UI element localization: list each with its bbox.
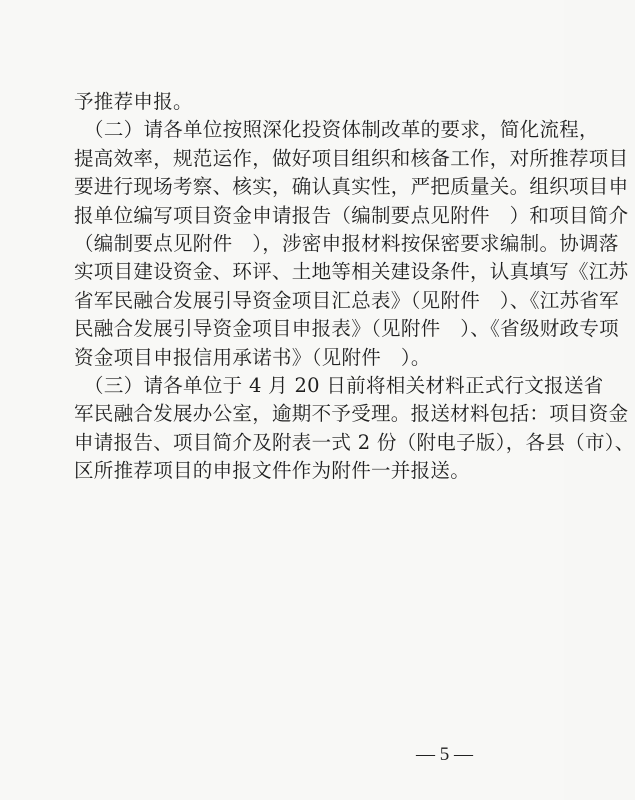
- text-line: 申请报告、项目简介及附表一式 2 份（附电子版），各县（市）、: [74, 430, 635, 454]
- text-line: （三）请各单位于 4 月 20 日前将相关材料正式行文报送省: [74, 373, 604, 397]
- text-line: 予推荐申报。: [74, 90, 193, 113]
- text-line: 报单位编写项目资金申请报告（编制要点见附件 ）和项目简介: [74, 203, 629, 227]
- text-line: 省军民融合发展引导资金项目汇总表》（见附件 ）、《江苏省军: [74, 288, 619, 312]
- document-body: [74, 88, 635, 485]
- page-number: — 5 —: [416, 744, 473, 765]
- text-line: （二）请各单位按照深化投资体制改革的要求，简化流程，: [74, 118, 599, 142]
- text-line: 区所推荐项目的申报文件作为附件一并报送。: [74, 459, 471, 483]
- text-line: 军民融合发展办公室，逾期不予受理。报送材料包括：项目资金: [74, 402, 629, 426]
- text-line: 实项目建设资金、环评、土地等相关建设条件，认真填写《江苏: [74, 260, 629, 284]
- text-line: 民融合发展引导资金项目申报表》（见附件 ）、《省级财政专项: [74, 317, 619, 341]
- text-line: （编制要点见附件 ），涉密申报材料按保密要求编制。协调落: [74, 231, 619, 255]
- text-line: 要进行现场考察、核实，确认真实性，严把质量关。组织项目申: [74, 175, 629, 199]
- text-line: 资金项目申报信用承诺书》（见附件 ）。: [74, 345, 431, 369]
- text-line: 提高效率，规范运作，做好项目组织和核备工作，对所推荐项目: [74, 146, 629, 170]
